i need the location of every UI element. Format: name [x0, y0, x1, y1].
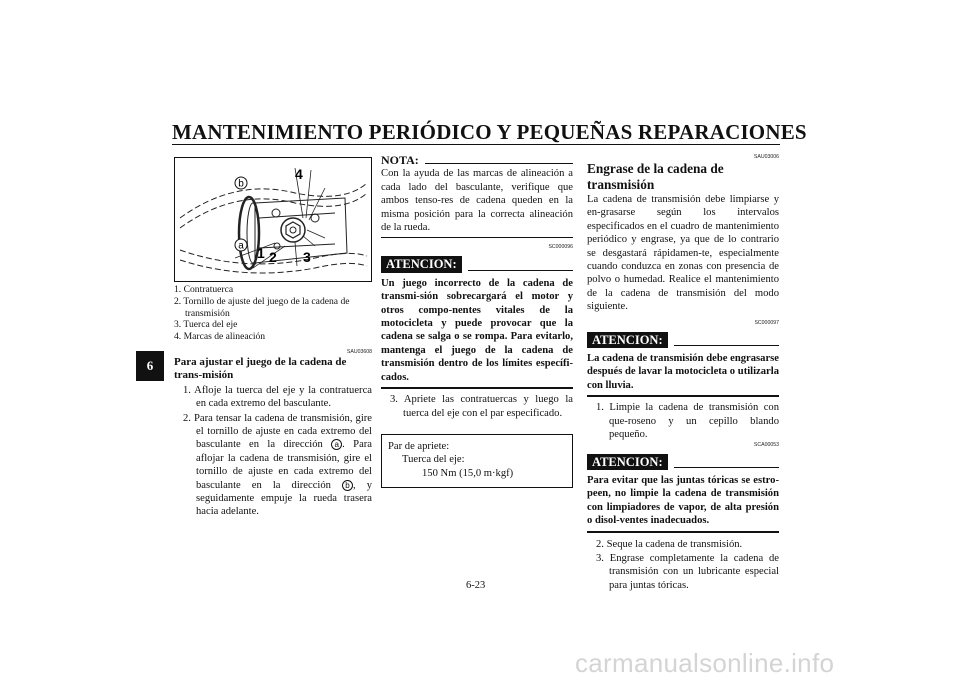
torque-item: Tuerca del eje:	[402, 454, 465, 466]
chain-adjuster-illustration	[175, 158, 371, 281]
section-heading: Engrase de la cadena de transmisión	[587, 161, 724, 192]
torque-value: 150 Nm (15,0 m·kgf)	[422, 467, 514, 479]
callout-a: a	[238, 240, 244, 252]
caution-text: Para evitar que las juntas tóricas se estro-peen, no limpie la cadena de transmisión con limpiadores de vapor, de alta presión o disol-ventes inadecuados.	[587, 474, 779, 527]
caution-label: ATENCION:	[587, 454, 668, 470]
caution-label: ATENCION:	[587, 332, 668, 348]
reference-code: SC000097	[754, 319, 779, 326]
caution-end-rule	[587, 531, 779, 533]
reference-code: SAU03608	[346, 348, 372, 355]
note-label: NOTA:	[381, 153, 419, 167]
caution-label: ATENCION:	[381, 256, 462, 272]
step-3: 3. Apriete las contratuercas y luego la tuerca del eje con el par especificado.	[390, 394, 573, 419]
caution-text: Un juego incorrecto de la cadena de transmi-sión sobrecargará el motor y otros compo-nentes vitales de la motocicleta y puede provocar que la cadena se salga o se rompa. Para evitarlo, mantenga el juego de la cadena de transmisión dentro de los límites específi-cados.	[381, 277, 573, 383]
step-1: 1. Afloje la tuerca del eje y la contratuerca en cada extremo del basculante.	[183, 384, 372, 410]
page-title: MANTENIMIENTO PERIÓDICO Y PEQUEÑAS REPARACIONES	[172, 120, 807, 144]
page-number: 6-23	[466, 580, 486, 591]
step-3: 3. Engrase completamente la cadena de transmisión con un lubricante especial para juntas tóricas.	[596, 552, 779, 591]
direction-b-icon: b	[342, 480, 353, 491]
watermark: carmanualsonline.info	[575, 648, 835, 678]
chapter-tab: 6	[136, 351, 164, 381]
section-heading: Para ajustar el juego de la cadena de trans-misión	[174, 355, 347, 382]
callout-2: 2	[269, 249, 277, 265]
step-2-text-b: . Para aflojar la cadena de transmisión, gire el tornillo de ajuste en cada extremo del basculante en la dirección	[196, 439, 372, 491]
header-rule	[172, 144, 780, 145]
note-text: Con la ayuda de las marcas de alineación a cada lado del basculante, verifique que ambos tenso-res de cadena queden en la misma posición para la correcta alineación de la rueda.	[381, 168, 573, 234]
step-2-text-c: , y seguidamente empuje la rueda trasera hacia adelante.	[196, 479, 373, 518]
figure-captions	[174, 284, 372, 343]
caution-text: La cadena de transmisión debe engrasarse después de lavar la motocicleta o utilizarla con lluvia.	[587, 353, 779, 391]
torque-spec-box	[381, 434, 573, 488]
note-rule	[425, 163, 573, 164]
caution-end-rule	[587, 395, 779, 397]
callout-3: 3	[303, 249, 311, 265]
reference-code: SAU03006	[753, 154, 779, 160]
chain-adjuster-figure	[174, 157, 372, 282]
caution-header	[587, 332, 779, 348]
step-2-text-a: 2. Para tensar la cadena de transmisión, gire el tornillo de ajuste en cada extremo del basculante en la dirección	[183, 412, 372, 451]
direction-a-icon: a	[331, 439, 342, 450]
column-middle	[381, 154, 573, 488]
note-end-rule	[381, 237, 573, 238]
column-left	[174, 157, 372, 519]
caution-rule	[674, 345, 779, 346]
caution-header	[381, 256, 573, 272]
note-header	[381, 154, 573, 167]
caution-header	[587, 454, 779, 470]
reference-code: SC000096	[548, 244, 573, 251]
callout-1: 1	[257, 245, 265, 261]
caption-item: 2. Tornillo de ajuste del juego de la cadena de transmisión	[174, 295, 350, 319]
caption-item: 3. Tuerca del eje	[174, 319, 238, 331]
reference-code: SCA00053	[753, 441, 779, 448]
step-1: 1. Limpie la cadena de transmisión con que-roseno y un cepillo blando pequeño.	[596, 402, 779, 441]
intro-text: La cadena de transmisión debe limpiarse y en-grasarse según los intervalos especificados en el cuadro de mantenimiento periódico y engrase, ya que de lo contrario se desgastará rápidamen-te, especialmente cuando conduzca en zonas con presencia de polvo o humedad. Realice el mantenimiento de la cadena de transmisión del modo siguiente.	[587, 194, 779, 313]
caption-item: 4. Marcas de alineación	[174, 331, 266, 343]
column-right	[587, 154, 779, 592]
torque-title: Par de apriete:	[388, 440, 450, 452]
callout-4: 4	[295, 166, 303, 182]
caution-rule	[674, 467, 779, 468]
caption-item: 1. Contratuerca	[174, 284, 234, 295]
caution-end-rule	[381, 387, 573, 389]
callout-b: b	[238, 178, 244, 190]
step-2: 2. Seque la cadena de transmisión.	[596, 538, 743, 550]
step-2	[174, 412, 372, 519]
caution-rule	[468, 270, 573, 271]
